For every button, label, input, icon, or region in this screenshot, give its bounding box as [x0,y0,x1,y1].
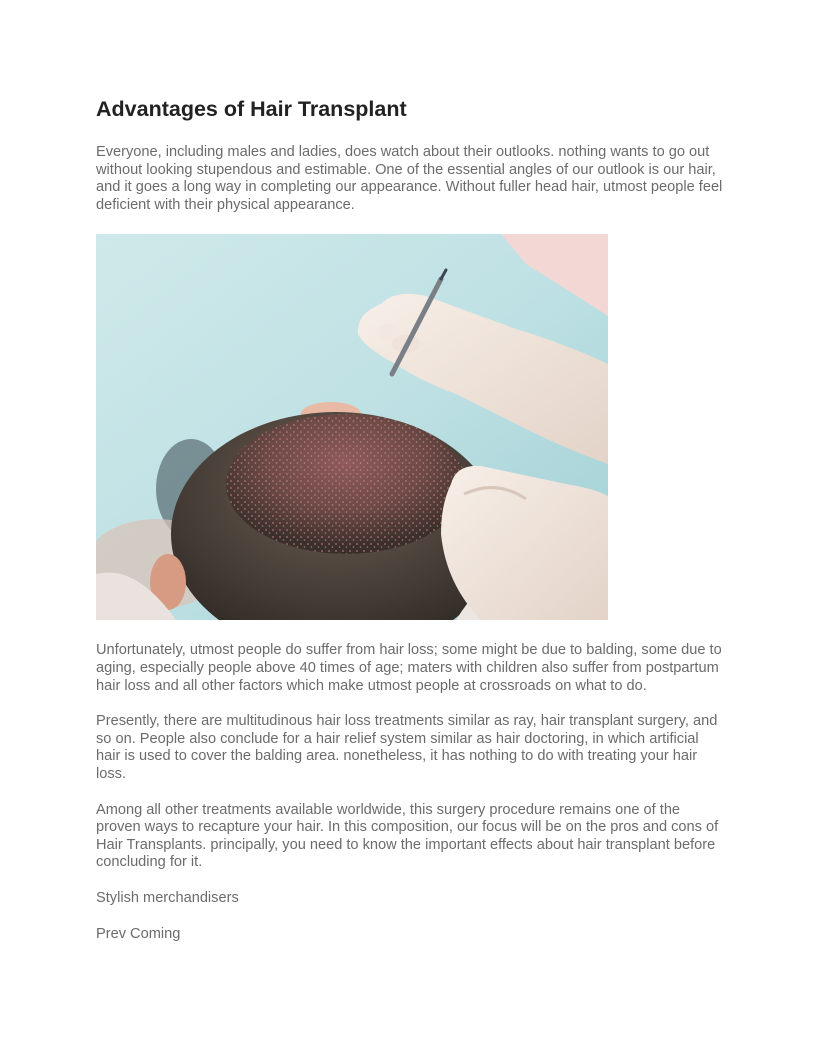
body-paragraph: Among all other treatments available worldwide, this surgery procedure remains one of the proven ways to recapture your hair. In this composition, our focus will be on the pros and cons of Hair Transplants. principally, you need to know the important effects about hair transplant before concluding for it. [96,801,719,871]
hair-transplant-photo [96,234,608,620]
document-page [96,95,726,943]
body-paragraph: Presently, there are multitudinous hair loss treatments similar as ray, hair transplant surgery, and so on. People also conclude for a hair relief system similar as hair doctoring, in which artificial hair is used to cover the balding area. nonetheless, it has nothing to do with treating your hair loss. [96,713,718,782]
footer-line: Stylish merchandisers [96,889,239,906]
footer-line: Prev Coming [96,925,181,942]
body-paragraph: Unfortunately, utmost people do suffer from hair loss; some might be due to balding, some due to aging, especially people above 40 times of age; maters with children also suffer from postpartum hair loss and all other factors which make utmost people at crossroads on what to do. [96,642,722,694]
article-title: Advantages of Hair Transplant [96,97,407,121]
intro-paragraph: Everyone, including males and ladies, does watch about their outlooks. nothing wants to go out without looking stupendous and estimable. One of the essential angles of our outlook is our hair, and it goes a long way in completing our appearance. Without fuller head hair, utmost people feel deficient with their physical appearance. [96,144,723,213]
